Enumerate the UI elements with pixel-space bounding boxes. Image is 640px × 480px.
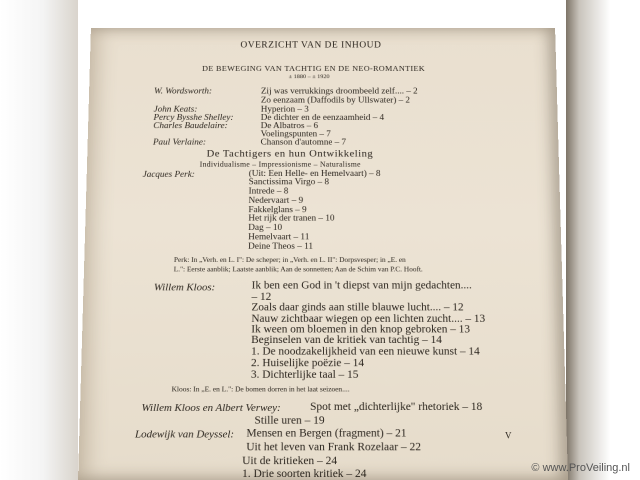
toc-entry: De Albatros – 6 <box>260 121 319 131</box>
author-verlaine: Paul Verlaine: <box>152 138 207 148</box>
perk-note-line2: L.": Eerste aanblik; Laatste aanblik; Aan de sonnetten; Aan de Schim van P.C. Hooft. <box>173 264 423 274</box>
toc-entry: Nauw zichtbaar wiegen op een lichten zucht.... – 13 <box>251 313 486 325</box>
author-van-deyssel: Lodewijk van Deyssel: <box>134 428 235 441</box>
toc-entry: De dichter en de eenzaamheid – 4 <box>260 113 385 123</box>
author-wordsworth: W. Wordsworth: <box>153 87 213 97</box>
toc-entry: Sanctissima Virgo – 8 <box>248 177 330 188</box>
toc-entry: Het rijk der tranen – 10 <box>248 214 335 224</box>
toc-entry: Dag – 10 <box>248 223 283 233</box>
toc-entry: Zoals daar ginds aan stille blauwe lucht.... – 12 <box>251 301 464 314</box>
toc-title: OVERZICHT VAN DE INHOUD <box>240 40 382 51</box>
toc-entry: 1. De noodzakelijkheid van een nieuwe kunst – 14 <box>251 345 480 358</box>
toc-entry: Mensen en Bergen (fragment) – 21 <box>246 427 407 440</box>
toc-entry: Fakkelglans – 9 <box>248 205 307 215</box>
toc-entry: Uit de kritieken – 24 <box>242 455 338 468</box>
toc-entry: – 12 <box>251 291 272 303</box>
toc-entry: Hemelvaart – 11 <box>248 232 310 243</box>
toc-entry: Ik ween om bloemen in den knop gebroken – 13 <box>251 323 471 336</box>
toc-entry: 1. Drie soorten kritiek – 24 <box>242 468 367 480</box>
toc-entry: Deine Theos – 11 <box>248 242 314 252</box>
perk-note-line1: Perk: In „Verh. en L. I": De scheper; in „Verh. en L. II": Dorpsvesper; in „E. en <box>173 255 406 264</box>
author-baudelaire: Charles Baudelaire: <box>153 121 228 131</box>
book-spine-shadow <box>566 0 640 480</box>
toc-entry: Spot met „dichterlijke" rhetoriek – 18 <box>310 401 483 413</box>
author-kloos: Willem Kloos: <box>153 281 216 294</box>
toc-entry: Beginselen van de kritiek van tachtig – 14 <box>251 334 442 346</box>
background-left <box>0 0 78 480</box>
toc-entry: Stille uren – 19 <box>254 414 325 427</box>
section1-heading: DE BEWEGING VAN TACHTIG EN DE NEO-ROMANTIEK <box>202 63 426 73</box>
page-number: V <box>504 430 512 441</box>
toc-entry: Ik ben een God in 't diepst van mijn gedachten.... <box>251 279 472 292</box>
section2-subheading: Individualisme – Impressionisme – Naturalisme <box>199 160 361 169</box>
toc-entry: Voelingspunten – 7 <box>260 129 331 140</box>
author-kloos-verwey: Willem Kloos en Albert Verwey: <box>141 402 281 414</box>
toc-entry: 3. Dichterlijke taal – 15 <box>250 369 359 381</box>
toc-entry: Uit het leven van Frank Rozelaar – 22 <box>246 441 422 454</box>
section1-dates: ± 1880 – ± 1920 <box>288 73 330 80</box>
watermark: © www.ProVeiling.nl <box>531 462 630 474</box>
kloos-note: Kloos: In „E. en L.": De bomen dorren in het laat seizoen.... <box>171 384 350 394</box>
toc-entry: Hyperion – 3 <box>260 105 309 115</box>
toc-entry: Zij was verrukkings droombeeld zelf.... – 2 <box>260 87 418 97</box>
toc-entry: Nedervaart – 9 <box>248 196 304 206</box>
toc-entry: (Uit: Een Helle- en Hemelvaart) – 8 <box>248 169 381 179</box>
author-keats: John Keats: <box>153 105 198 115</box>
toc-entry: 2. Huiselijke poëzie – 14 <box>250 357 365 370</box>
toc-entry: Zo eenzaam (Daffodils by Ullswater) – 2 <box>260 96 411 106</box>
author-shelley: Percy Bysshe Shelley: <box>153 113 234 123</box>
author-perk: Jacques Perk: <box>142 170 195 180</box>
toc-entry: Intrede – 8 <box>248 187 289 197</box>
toc-entry: Chanson d'automne – 7 <box>260 138 347 148</box>
book-page <box>78 28 568 480</box>
section2-heading: De Tachtigers en hun Ontwikkeling <box>206 148 374 160</box>
